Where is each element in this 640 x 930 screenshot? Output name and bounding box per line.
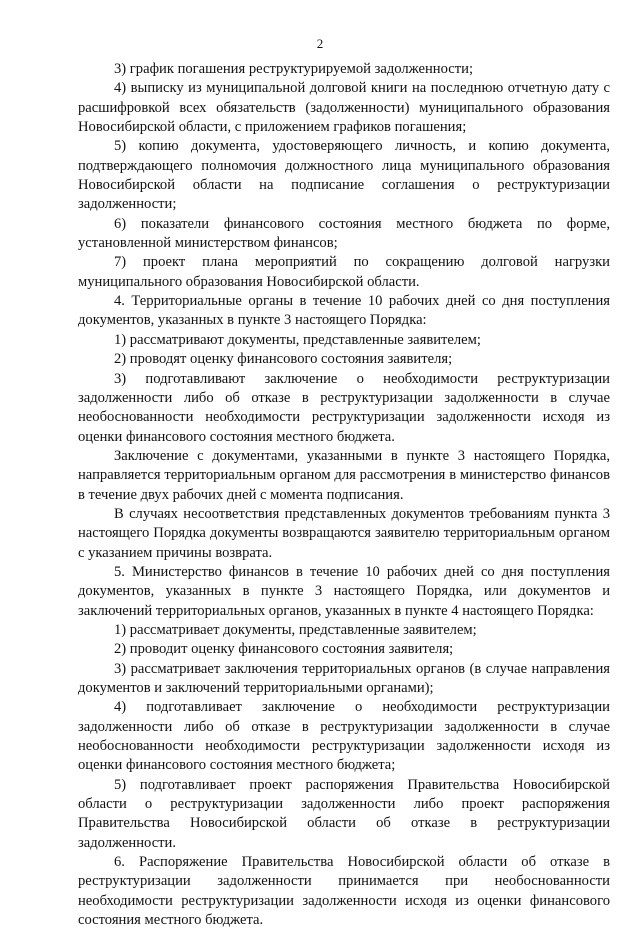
section-5-item-3: 3) рассматривает заключения территориальных органов (в случае направления документов и заключений территориальными органами);	[78, 660, 610, 696]
page-number: 2	[316, 36, 324, 51]
section-5-item-1: 1) рассматривает документы, представленные заявителем;	[114, 621, 477, 638]
section-4-intro: 4. Территориальные органы в течение 10 рабочих дней со дня поступления документов, указанных в пункте 3 настоящего Порядка:	[78, 293, 610, 329]
paragraph-item-5: 5) копию документа, удостоверяющего личность, и копию документа, подтверждающего полномочия должностного лица муниципального образования Новосибирской области на подписание соглашения о реструктуризации задолженности;	[78, 138, 610, 213]
document-body	[78, 60, 610, 930]
section-5-intro: 5. Министерство финансов в течение 10 рабочих дней со дня поступления документов, указанных в пункте 3 настоящего Порядка, или документов и заключений территориальных органов, указанных в пункте 4 настоящего Порядка:	[78, 563, 610, 619]
section-4-item-3: 3) подготавливают заключение о необходимости реструктуризации задолженности либо об отказе в реструктуризации задолженности в случае необоснованности необходимости реструктуризации задолженности исходя из оценки финансового состояния местного бюджета.	[78, 370, 610, 445]
section-6: 6. Распоряжение Правительства Новосибирской области об отказе в реструктуризации задолженности принимается при необоснованности необходимости реструктуризации задолженности исходя из оценки финансового состояния местного бюджета.	[78, 854, 610, 929]
section-5-item-4: 4) подготавливает заключение о необходимости реструктуризации задолженности либо об отказе в реструктуризации задолженности в случае необоснованности необходимости реструктуризации задолженности исходя из оценки финансового состояния местного бюджета;	[78, 699, 610, 774]
paragraph-item-3: 3) график погашения реструктурируемой задолженности;	[114, 61, 473, 77]
paragraph-item-6: 6) показатели финансового состояния местного бюджета по форме, установленной министерством финансов;	[78, 215, 610, 252]
paragraph-item-4: 4) выписку из муниципальной долговой книги на последнюю отчетную дату с расшифровкой всех обязательств (задолженности) муниципального образования Новосибирской области, с приложением графиков погашения;	[78, 80, 610, 136]
paragraph-item-7: 7) проект плана мероприятий по сокращению долговой нагрузки муниципального образования Новосибирской области.	[78, 254, 610, 290]
section-4-item-2: 2) проводят оценку финансового состояния заявителя;	[114, 351, 453, 368]
section-4-item-1: 1) рассматривают документы, представленные заявителем;	[114, 331, 481, 348]
section-4-return: В случаях несоответствия представленных документов требованиям пункта 3 настоящего Порядка документы возвращаются заявителю территориальным органом с указанием причины возврата.	[78, 505, 610, 561]
section-4-conclusion: Заключение с документами, указанными в пункте 3 настоящего Порядка, направляется территориальным органом для рассмотрения в министерство финансов в течение двух рабочих дней с момента подписания.	[78, 447, 610, 503]
section-5-item-5: 5) подготавливает проект распоряжения Правительства Новосибирской области о реструктуризации задолженности либо проект распоряжения Правительства Новосибирской области об отказе в реструктуризации задолженности.	[78, 776, 610, 851]
section-5-item-2: 2) проводит оценку финансового состояния заявителя;	[114, 641, 454, 658]
